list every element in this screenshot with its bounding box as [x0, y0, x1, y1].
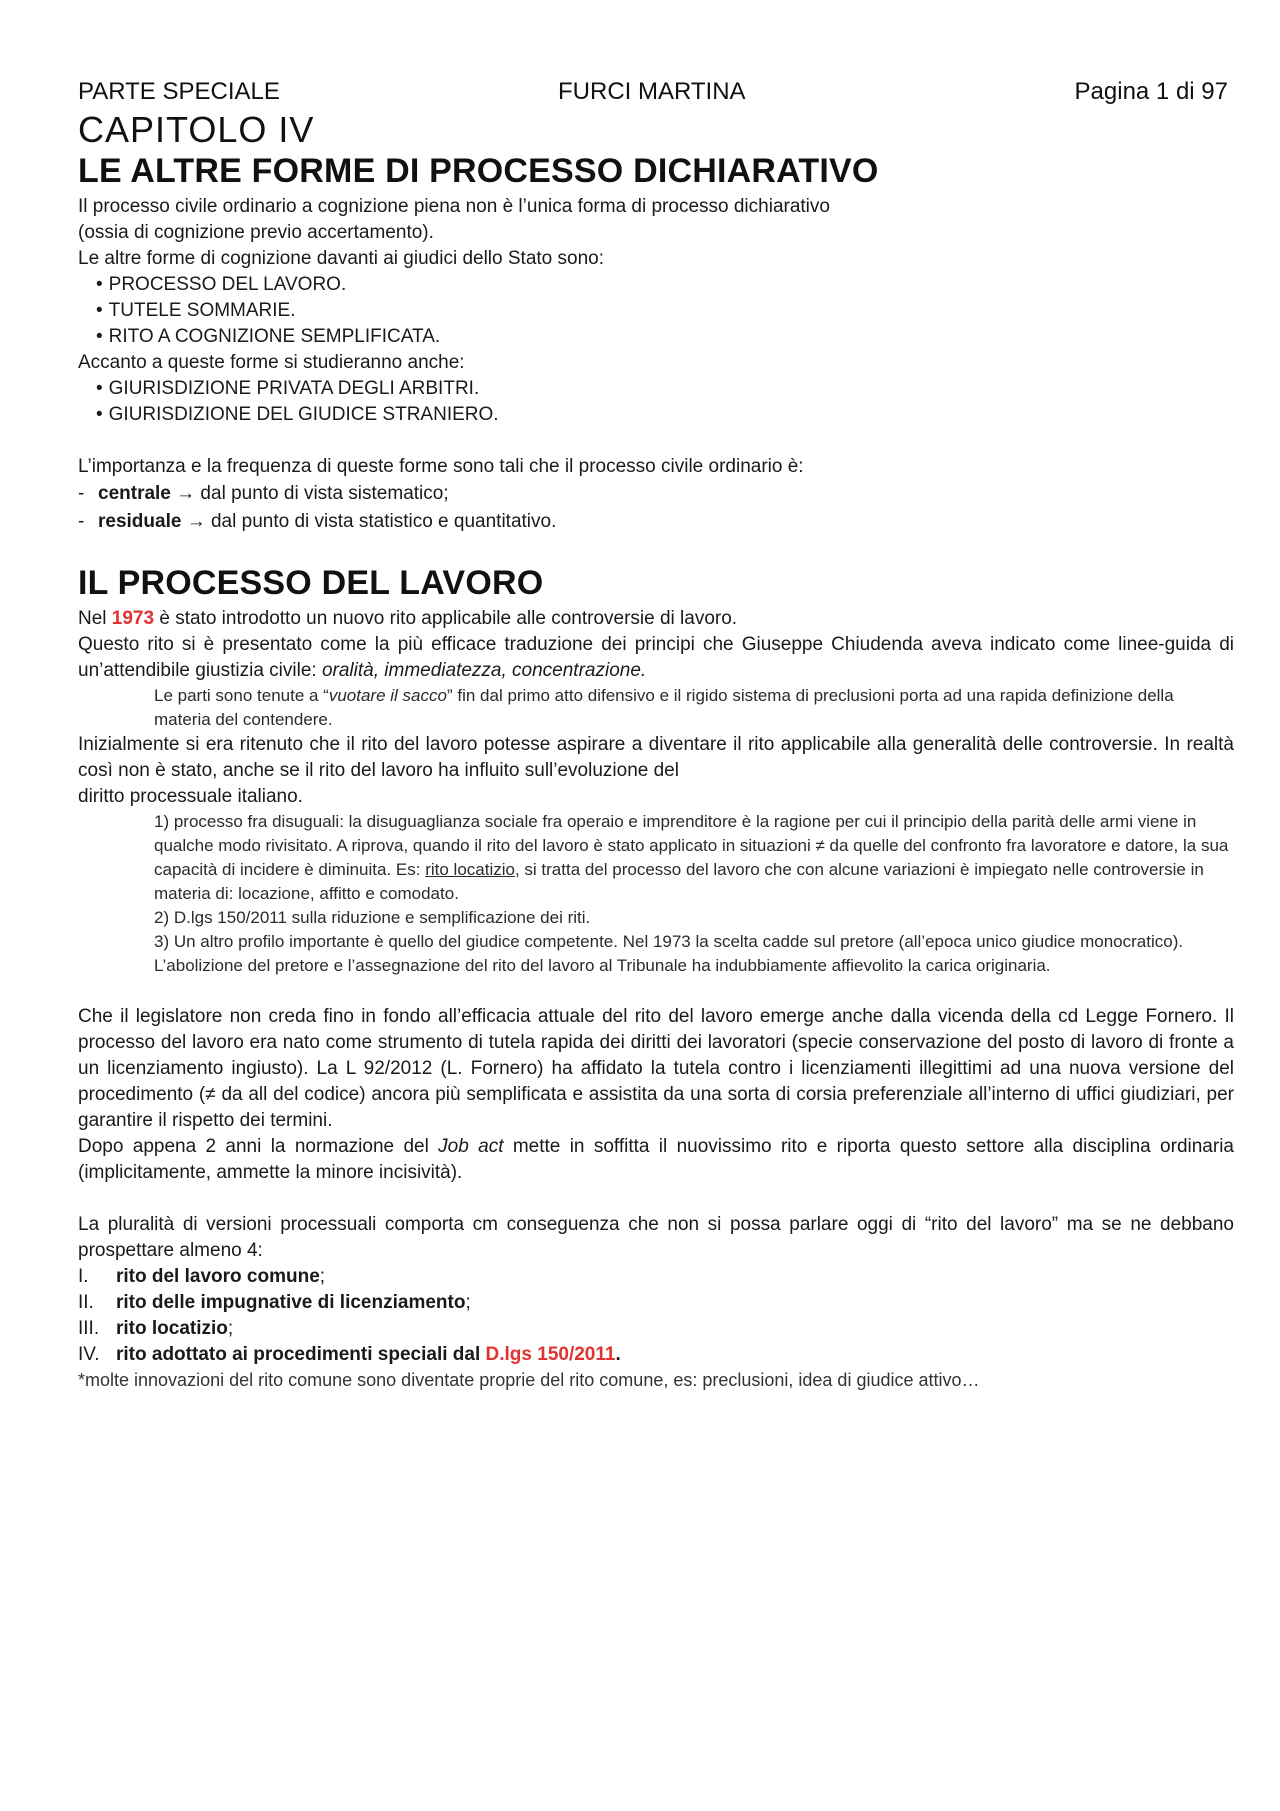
section-title-altre-forme: LE ALTRE FORME DI PROCESSO DICHIARATIVO [78, 152, 879, 190]
dash-item-residuale: - residuale → dal punto di vista statistico e quantitativo. [78, 511, 557, 532]
note-giudice: 3) Un altro profilo importante è quello del giudice competente. Nel 1973 la scelta cadde sul pretore (all’epoca unico giudice monocratico). L’abolizione del pretore e l’assegnazione del rito del lavoro al Tribunale ha indubbiamente affievolito la carica originaria. [154, 932, 1184, 975]
generalita-paragraph: Inizialmente si era ritenuto che il rito del lavoro potesse aspirare a diventare il rito applicabile alla generalità delle controversie. In realtà così non è stato, anche se il rito del lavoro ha influito sull’evoluzione del diritto processuale italiano. [78, 734, 1234, 807]
section-title-processo-lavoro: IL PROCESSO DEL LAVORO [78, 564, 544, 602]
list-item: • GIURISDIZIONE DEL GIUDICE STRANIERO. [96, 402, 1234, 428]
forms-list [78, 272, 1234, 350]
job-act-paragraph: Dopo appena 2 anni la normazione del Job act mette in soffitta il nuovissimo rito e riporta questo settore alla disciplina ordinaria (implicitamente, ammette la minore incisività). [78, 1136, 1234, 1183]
intro-paragraph-3: Accanto a queste forme si studieranno anche: [78, 352, 465, 373]
intro-paragraph-2: Le altre forme di cognizione davanti ai giudici dello Stato sono: [78, 248, 604, 269]
lavoro-intro: Nel 1973 è stato introdotto un nuovo rito applicabile alle controversie di lavoro. [78, 608, 738, 629]
note-disuguali: 1) processo fra disuguali: la disuguaglianza sociale fra operaio e imprenditore è la ragione per cui il principio della parità delle armi viene in qualche modo rivisitato. A riprova, quando il rito del lavoro è stato applicato in situazioni ≠ da quelle del confronto fra lavoratore e datore, la sua capacità di incidere è diminuita. Es: rito locatizio, si tratta del processo del lavoro che con alcune variazioni è impiegato nelle controversie in materia di: locazione, affitto e comodato. [154, 812, 1229, 903]
list-item: • RITO A COGNIZIONE SEMPLIFICATA. [96, 324, 1234, 350]
page-number: Pagina 1 di 97 [1074, 78, 1228, 105]
chapter-heading: CAPITOLO IV [78, 109, 315, 150]
note-dlgs: 2) D.lgs 150/2011 sulla riduzione e semplificazione dei riti. [154, 908, 591, 927]
pluralita-paragraph: La pluralità di versioni processuali comporta cm conseguenza che non si possa parlare oggi di “rito del lavoro” ma se ne debbano prospettare almeno 4: [78, 1214, 1234, 1261]
list-item: IV. rito adottato ai procedimenti speciali dal D.lgs 150/2011. [78, 1344, 621, 1365]
header-author: FURCI MARTINA [558, 78, 746, 105]
list-item: • TUTELE SOMMARIE. [96, 298, 1234, 324]
intro-paragraph: Il processo civile ordinario a cognizione piena non è l’unica forma di processo dichiarativo (ossia di cognizione previo accertamento). [78, 196, 830, 243]
document-body [78, 110, 1234, 1392]
fornero-paragraph: Che il legislatore non creda fino in fondo all’efficacia attuale del rito del lavoro emerge anche dalla vicenda della cd Legge Fornero. Il processo del lavoro era nato come strumento di tutela rapida dei diritti dei lavoratori (specie conservazione del posto di lavoro di fronte a un licenziamento ingiusto). La L 92/2012 (L. Fornero) ha affidato la tutela contro i licenziamenti illegittimi ad una nuova versione del procedimento (≠ da all del codice) ancora più semplificata e assistita da una sorta di corsia preferenziale all’interno di uffici giudiziari, per garantire il rispetto dei termini. [78, 1006, 1234, 1131]
note-vuotare-sacco: Le parti sono tenute a “vuotare il sacco” fin dal primo atto difensivo e il rigido sistema di preclusioni porta ad una rapida definizione della materia del contendere. [154, 686, 1174, 729]
footnote: *molte innovazioni del rito comune sono diventate proprie del rito comune, es: preclusioni, idea di giudice attivo… [78, 1370, 980, 1390]
other-forms-list [78, 376, 1234, 428]
importance-paragraph: L’importanza e la frequenza di queste forme sono tali che il processo civile ordinario è: [78, 456, 804, 477]
list-item: II. rito delle impugnative di licenziamento; [78, 1292, 471, 1313]
header-left: PARTE SPECIALE [78, 78, 280, 105]
chiovenda-paragraph: Questo rito si è presentato come la più efficace traduzione dei principi che Giuseppe Chiudenda aveva indicato come linee-guida di un’attendibile giustizia civile: oralità, immediatezza, concentrazione. [78, 634, 1234, 681]
list-item: III. rito locatizio; [78, 1318, 234, 1339]
riti-list [78, 1264, 1234, 1368]
list-item: • PROCESSO DEL LAVORO. [96, 272, 1234, 298]
list-item: I. rito del lavoro comune; [78, 1266, 326, 1287]
list-item: • GIURISDIZIONE PRIVATA DEGLI ARBITRI. [96, 376, 1234, 402]
dash-item-centrale: - centrale → dal punto di vista sistematico; [78, 483, 449, 504]
